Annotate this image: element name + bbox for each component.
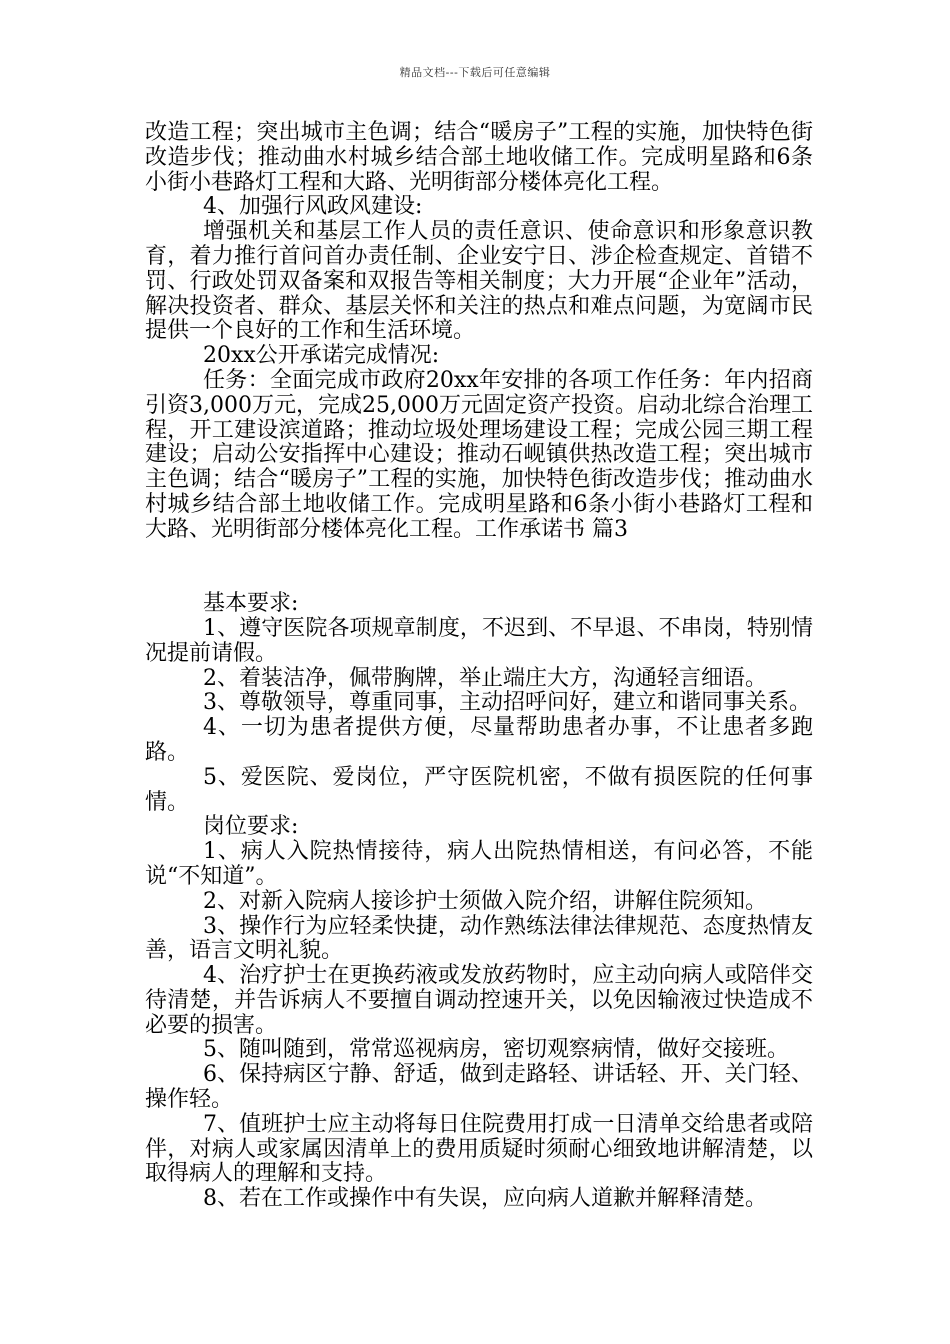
list-item: 5、随叫随到，常常巡视病房，密切观察病情，做好交接班。 <box>203 1037 789 1063</box>
list-item: 1、病人入院热情接待，病人出院热情相送，有问必答，不能说“不知道”。 <box>145 839 813 889</box>
paragraph-5: 任务：全面完成市政府20xx年安排的各项工作任务：年内招商引资3,000万元，完成25,000万元固定资产投资。启动北综合治理工程，开工建设滨道路；推动垃圾处理场建设工程；完成公园三期工程建设；启动公安指挥中心建设；推动石岘镇供热改造工程；突出城市主色调；结合“暖房子”工程的实施，加快特色街改造步伐；推动曲水村城乡结合部土地收储工作。完成明星路和6条小街小巷路灯工程和大路、光明街部分楼体亮化工程。工作承诺书 篇3 <box>145 367 813 542</box>
section-heading-post: 岗位要求: <box>203 814 299 840</box>
list-item: 3、操作行为应轻柔快捷，动作熟练法律法律规范、态度热情友善，语言文明礼貌。 <box>145 913 813 964</box>
list-item: 8、若在工作或操作中有失误，应向病人道歉并解释清楚。 <box>203 1186 767 1212</box>
page-header: 精品文档---下载后可任意编辑 <box>399 66 551 79</box>
paragraph-3: 增强机关和基层工作人员的责任意识、使命意识和形象意识教育，着力推行首问首办责任制、企业安宁日、涉企检查规定、首错不罚、行政处罚双备案和双报告等相关制度；大力开展“企业年”活动，解决投资者、群众、基层关怀和关注的热点和难点问题，为宽阔市民提供一个良好的工作和生活环境。 <box>145 219 813 344</box>
list-item: 7、值班护士应主动将每日住院费用打成一日清单交给患者或陪伴，对病人或家属因清单上的费用质疑时须耐心细致地讲解清楚，以取得病人的理解和支持。 <box>145 1111 813 1187</box>
list-item: 1、遵守医院各项规章制度，不迟到、不早退、不串岗，特别情况提前请假。 <box>145 615 813 666</box>
paragraph-2: 4、加强行风政风建设: <box>203 194 423 220</box>
section-heading-basic: 基本要求: <box>203 591 299 617</box>
blank-gap <box>145 543 813 593</box>
paragraph-4: 20xx公开承诺完成情况: <box>203 343 440 369</box>
list-item: 2、着装洁净，佩带胸牌，举止端庄大方，沟通轻言细语。 <box>203 665 767 691</box>
list-item: 4、治疗护士在更换药液或发放药物时，应主动向病人或陪伴交待清楚，并告诉病人不要擅自调动控速开关，以免因输液过快造成不必要的损害。 <box>145 963 813 1038</box>
list-item: 2、对新入院病人接诊护士须做入院介绍，讲解住院须知。 <box>203 888 767 914</box>
list-item: 6、保持病区宁静、舒适，做到走路轻、讲话轻、开、关门轻、操作轻。 <box>145 1062 813 1113</box>
list-item: 3、尊敬领导，尊重同事，主动招呼问好，建立和谐同事关系。 <box>203 690 811 716</box>
list-item: 4、一切为患者提供方便，尽量帮助患者办事，不让患者多跑路。 <box>145 715 813 765</box>
paragraph-1: 改造工程；突出城市主色调；结合“暖房子”工程的实施，加快特色街改造步伐；推动曲水村城乡结合部土地收储工作。完成明星路和6条小街小巷路灯工程和大路、光明街部分楼体亮化工程。 <box>145 120 813 195</box>
document-body <box>145 121 813 1212</box>
list-item: 5、爱医院、爱岗位，严守医院机密，不做有损医院的任何事情。 <box>145 764 813 815</box>
